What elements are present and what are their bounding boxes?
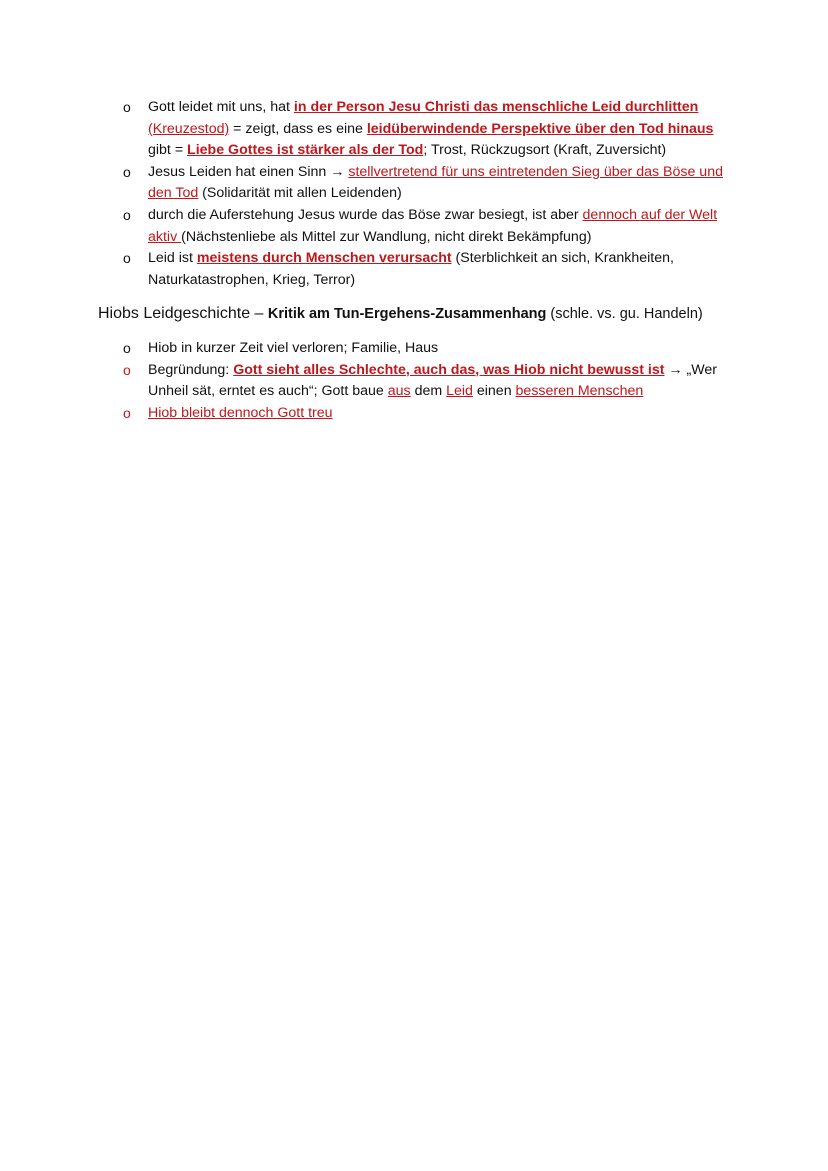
list-item xyxy=(123,360,748,403)
bullet-marker: o xyxy=(123,206,131,223)
highlighted-text: leidüberwindende Perspektive über den Tod hinaus xyxy=(366,120,714,137)
bullet-marker: o xyxy=(123,340,131,356)
text-segment: gibt = xyxy=(148,142,188,159)
text-segment: einen xyxy=(472,383,516,400)
text-segment: dem xyxy=(410,383,447,400)
bullet-marker: o xyxy=(123,404,131,421)
bullet-marker: o xyxy=(123,250,131,267)
highlighted-text: Gott sieht alles Schlechte, auch das, was Hiob nicht bewusst ist xyxy=(233,361,665,378)
heading-bold-text: Kritik am Tun-Ergehens-Zusammenhang xyxy=(267,306,547,322)
bullet-marker: o xyxy=(123,163,131,180)
text-segment: Begründung: xyxy=(148,361,234,378)
highlighted-text: stellvertretend für uns eintretenden Sieg über das Böse und den Tod xyxy=(148,163,723,202)
bullet-list-hiob xyxy=(123,338,748,424)
text-segment: Leid ist xyxy=(148,250,197,267)
list-item xyxy=(123,162,748,205)
highlighted-text: (Kreuzestod) xyxy=(148,120,230,137)
text-segment: Jesus Leiden hat einen Sinn → xyxy=(148,163,349,180)
list-item xyxy=(123,248,748,291)
highlighted-text: Liebe Gottes ist stärker als der Tod xyxy=(187,142,424,159)
section-heading-hiob xyxy=(98,303,703,325)
highlighted-text: meistens durch Menschen verursacht xyxy=(196,250,452,267)
text-segment: (Nächstenliebe als Mittel zur Wandlung, nicht direkt Bekämpfung) xyxy=(181,228,592,245)
text-segment: ; Trost, Rückzugsort (Kraft, Zuversicht) xyxy=(423,142,667,159)
highlighted-text: Hiob bleibt dennoch Gott treu xyxy=(148,404,333,421)
text-segment: (Sterblichkeit an sich, Krankheiten, Naturkatastrophen, Krieg, Terror) xyxy=(148,250,674,288)
bullet-marker: o xyxy=(123,99,131,115)
heading-suffix: (schle. vs. gu. Handeln) xyxy=(546,306,703,322)
text-segment: Gott leidet mit uns, hat xyxy=(148,99,294,115)
bullet-list-theodicy xyxy=(123,97,748,291)
highlighted-text: dennoch auf der Welt aktiv xyxy=(148,206,718,245)
list-item xyxy=(123,205,748,248)
bullet-marker: o xyxy=(123,361,131,378)
text-segment: → „Wer Unheil sät, erntet es auch“; Gott baue xyxy=(148,361,718,400)
text-segment: (Solidarität mit allen Leidenden) xyxy=(198,185,402,202)
highlighted-text: Leid xyxy=(446,383,473,400)
highlighted-text: besseren Menschen xyxy=(515,383,644,400)
text-segment: durch die Auferstehung Jesus wurde das Böse zwar besiegt, ist aber xyxy=(148,206,583,223)
highlighted-text: aus xyxy=(387,383,411,400)
text-segment: Hiob in kurzer Zeit viel verloren; Familie, Haus xyxy=(148,340,439,356)
list-item xyxy=(123,97,748,162)
text-segment: = zeigt, dass es eine xyxy=(229,120,367,137)
list-item xyxy=(123,338,748,360)
heading-title: Hiobs Leidgeschichte – xyxy=(98,305,268,322)
list-item xyxy=(123,403,748,425)
highlighted-text: in der Person Jesu Christi das menschliche Leid durchlitten xyxy=(293,99,699,115)
